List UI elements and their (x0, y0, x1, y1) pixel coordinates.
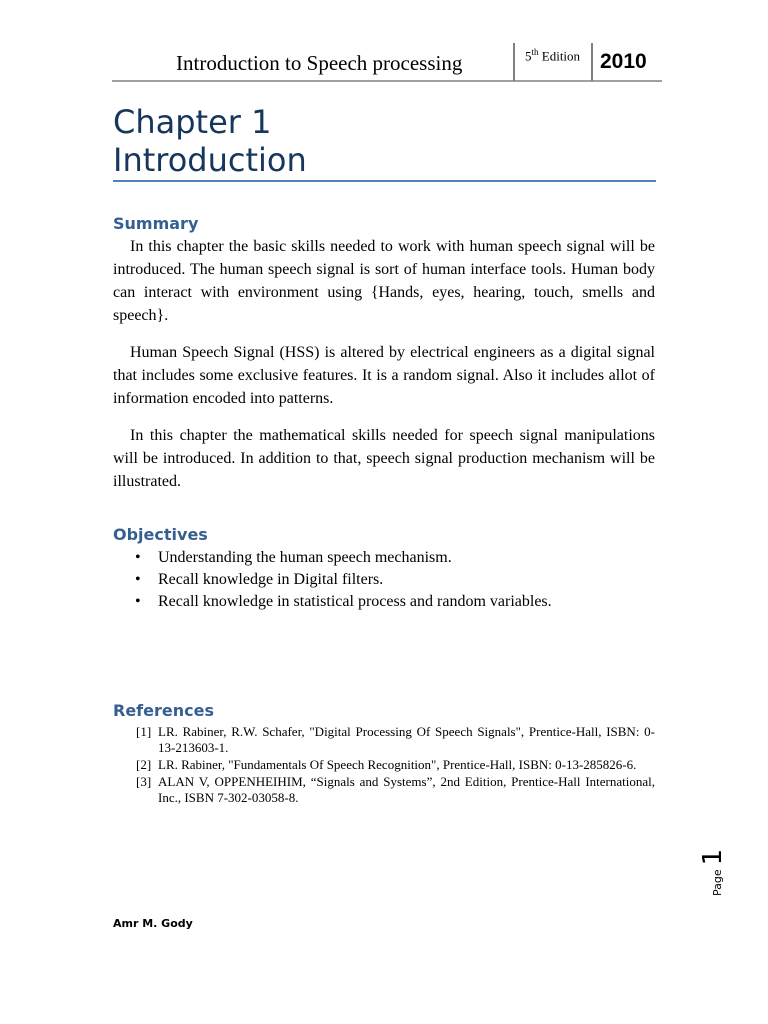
reference-number: [1] (136, 724, 152, 739)
reference-item (136, 724, 655, 756)
objective-text: Understanding the human speech mechanism. (158, 549, 452, 566)
summary-paragraph-2: Human Speech Signal (HSS) is altered by electrical engineers as a digital signal that includes some exclusive features. It is a random signal. Also it includes allot of information encoded into patterns. (113, 344, 655, 407)
chapter-number: Chapter 1 (113, 103, 272, 141)
reference-text: LR. Rabiner, "Fundamentals Of Speech Recognition", Prentice-Hall, ISBN: 0-13-285826-6. (158, 757, 637, 772)
reference-number: [3] (136, 774, 152, 789)
objective-text: Recall knowledge in statistical process and random variables. (158, 593, 552, 610)
page-number-rotated (698, 846, 728, 896)
edition-text (525, 47, 580, 64)
objective-item (113, 591, 552, 613)
edition-number: 5 (525, 48, 532, 64)
references-heading: References (113, 701, 214, 720)
objectives-heading: Objectives (113, 525, 208, 544)
page-digit: 1 (698, 848, 728, 866)
reference-item (136, 757, 655, 773)
page-word: Page (711, 869, 724, 896)
summary-paragraph-1: In this chapter the basic skills needed to work with human speech signal will be introduced. The human speech signal is sort of human interface tools. Human body can interact with environment using {Hands, eyes, hearing, touch, smells and speech}. (113, 238, 655, 324)
objectives-list (113, 547, 552, 613)
objective-item (113, 547, 552, 569)
references-list (136, 724, 655, 807)
chapter-title (113, 103, 307, 179)
footer-author: Amr M. Gody (113, 917, 193, 930)
running-header (112, 43, 662, 82)
reference-text: ALAN V, OPPENHEIHIM, “Signals and Systems”, 2nd Edition, Prentice-Hall International, Inc., ISBN 7-302-03058-8. (158, 774, 655, 805)
objective-item (113, 569, 552, 591)
header-edition (513, 43, 593, 81)
summary-paragraph-3: In this chapter the mathematical skills needed for speech signal manipulations will be introduced. In addition to that, speech signal production mechanism will be illustrated. (113, 427, 655, 490)
bullet-icon: • (135, 571, 141, 588)
chapter-name: Introduction (113, 141, 307, 179)
page-number (690, 850, 750, 900)
chapter-divider (113, 180, 656, 182)
reference-number: [2] (136, 757, 152, 772)
reference-text: LR. Rabiner, R.W. Schafer, "Digital Processing Of Speech Signals", Prentice-Hall, ISBN: 0-13-213603-1. (158, 724, 655, 755)
header-year: 2010 (600, 50, 647, 73)
reference-item (136, 774, 655, 806)
edition-label: Edition (541, 48, 581, 64)
objective-text: Recall knowledge in Digital filters. (158, 571, 384, 588)
summary-heading: Summary (113, 214, 199, 233)
bullet-icon: • (135, 593, 141, 610)
header-title: Introduction to Speech processing (176, 51, 463, 75)
bullet-icon: • (135, 549, 141, 566)
edition-sup: th (531, 47, 539, 57)
